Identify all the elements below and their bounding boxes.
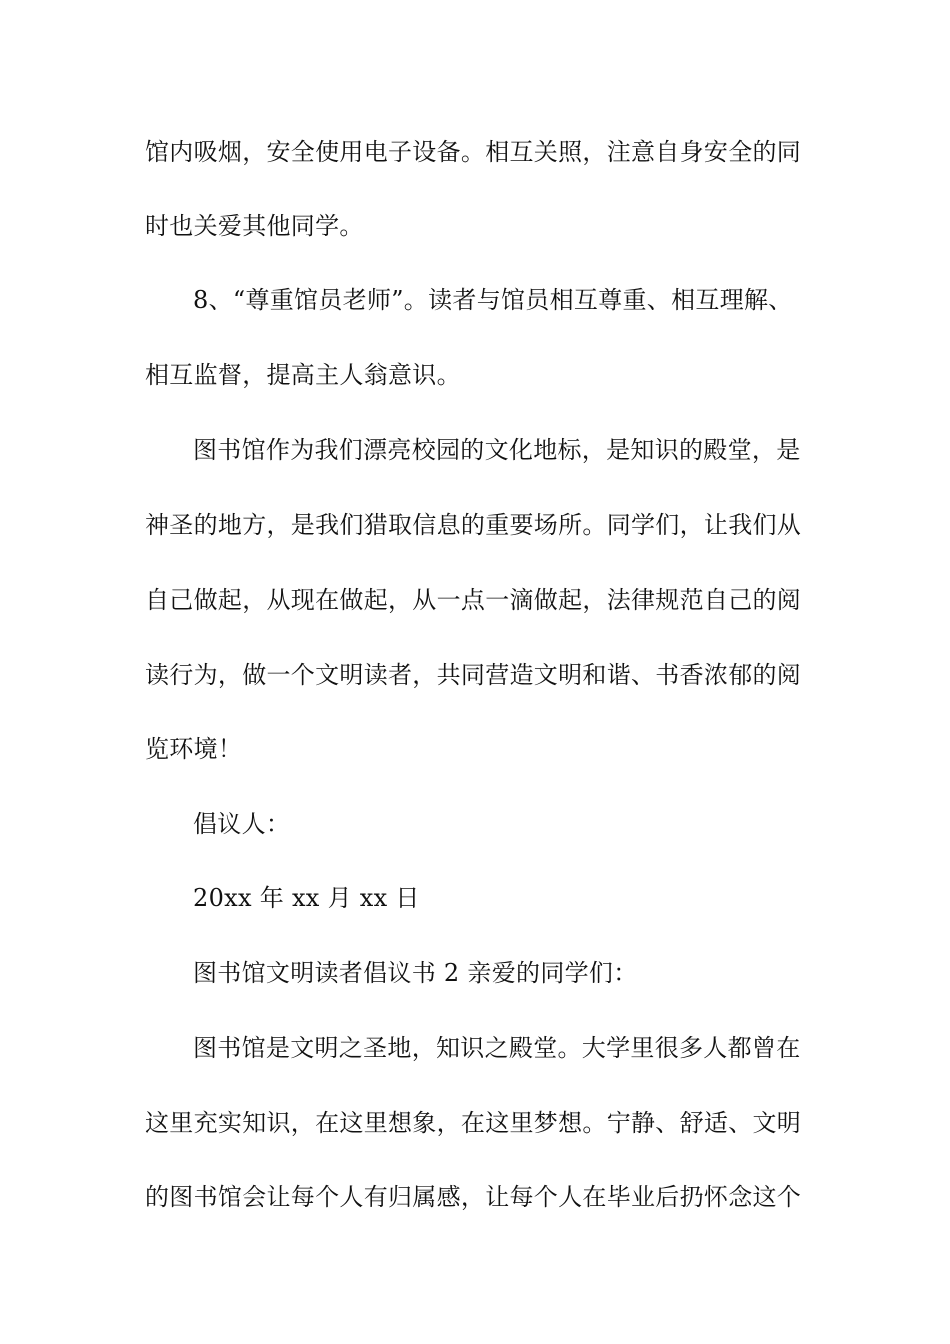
text-line: 图书馆作为我们漂亮校园的文化地标，是知识的殿堂，是: [193, 436, 801, 464]
text-line: 时也关爱其他同学。: [145, 212, 364, 240]
text-line: 的图书馆会让每个人有归属感，让每个人在毕业后扔怀念这个: [145, 1183, 802, 1211]
text-line: 倡议人：: [193, 810, 291, 838]
text-line: 神圣的地方，是我们猎取信息的重要场所。同学们，让我们从: [145, 511, 802, 539]
text-line: 20xx 年 xx 月 xx 日: [193, 884, 420, 912]
text-line: 自己做起，从现在做起，从一点一滴做起，法律规范自己的阅: [145, 586, 802, 614]
text-line: 这里充实知识，在这里想象，在这里梦想。宁静、舒适、文明: [145, 1109, 802, 1137]
text-line: 览环境！: [145, 735, 243, 763]
text-line: 读行为，做一个文明读者，共同营造文明和谐、书香浓郁的阅: [145, 661, 802, 689]
text-line: 相互监督，提高主人翁意识。: [145, 361, 461, 389]
text-line: 馆内吸烟，安全使用电子设备。相互关照，注意自身安全的同: [145, 138, 802, 166]
text-line: 图书馆是文明之圣地，知识之殿堂。大学里很多人都曾在: [193, 1034, 801, 1062]
text-line: 8、“尊重馆员老师”。读者与馆员相互尊重、相互理解、: [193, 286, 793, 314]
text-line: 图书馆文明读者倡议书 2 亲爱的同学们：: [193, 959, 638, 987]
